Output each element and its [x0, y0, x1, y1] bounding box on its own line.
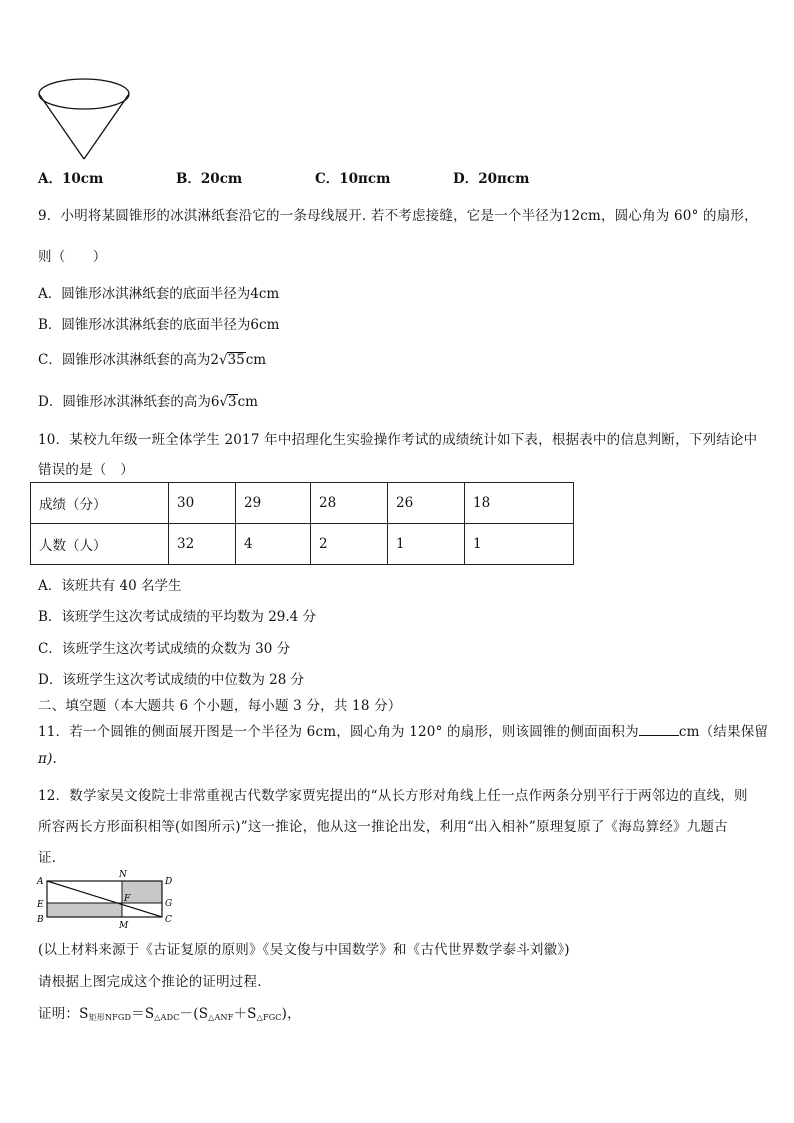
q12-stem-line3: 证． [38, 850, 66, 866]
q12-proof-line [38, 1002, 301, 1023]
q10-option-d: D．该班学生这次考试成绩的中位数为 28 分 [38, 672, 305, 688]
q9-option-d-text: D．圆锥形冰淇淋纸套的高为 [38, 394, 211, 410]
label-g: G [165, 899, 173, 909]
proof-sub-adc: △ADC [154, 1013, 180, 1022]
table-cell: 成绩（分） [31, 483, 169, 524]
label-a: A [37, 877, 44, 887]
q8-option-c: C．10πcm [315, 171, 391, 187]
q12-stem-line1: 12．数学家吴文俊院士非常重视古代数学家贾宪提出的“从长方形对角线上任一点作两条分别平行于两邻边的直线，则 [38, 788, 748, 804]
proof-eq: ＝S [131, 1006, 155, 1022]
table-row [31, 483, 574, 524]
q10-option-b: B．该班学生这次考试成绩的平均数为 29.4 分 [38, 609, 317, 625]
label-d: D [165, 877, 173, 887]
label-f: F [124, 894, 131, 904]
q9-option-d-coef: 6 [210, 394, 220, 410]
q11-text-b: cm（结果保留 [678, 724, 769, 740]
table-cell: 30 [169, 483, 236, 524]
q12-source-note: (以上材料来源于《古证复原的原则》《吴文俊与中国数学》和《古代世界数学泰斗刘徽》) [38, 942, 570, 958]
q9-option-c-radicand: 35 [227, 352, 245, 368]
proof-sub-rect: 矩形NFGD [88, 1013, 132, 1022]
q8-option-a: A．10cm [38, 171, 104, 187]
q10-stem-line2: 错误的是（ ） [38, 462, 134, 478]
rectangle-diagram [34, 870, 180, 930]
q11-stem-line2: π). [38, 751, 58, 767]
q10-stem-line1: 10．某校九年级一班全体学生 2017 年中招理化生实验操作考试的成绩统计如下表，根据表中的信息判断，下列结论中 [38, 432, 758, 448]
q11-stem-line1 [38, 720, 768, 740]
label-n: N [119, 870, 127, 880]
sqrt-sign-icon: √ [219, 394, 229, 410]
shaded-rect-ebmf [47, 903, 122, 917]
q10-option-c: C．该班学生这次考试成绩的众数为 30 分 [38, 641, 291, 657]
q9-option-c-coef: 2 [210, 352, 219, 368]
proof-start: 证明：S [38, 1006, 89, 1022]
table-cell: 28 [311, 483, 388, 524]
q9-stem-line2: 则（ ） [38, 249, 107, 265]
q12-stem-line2: 所容两长方形面积相等(如图所示)”这一推论，他从这一推论出发，利用“出入相补”原理复原了《海岛算经》九题古 [38, 819, 728, 835]
label-e: E [37, 900, 44, 910]
proof-plus: ＋S [233, 1006, 257, 1022]
cone-right-edge [84, 94, 129, 159]
q12-prompt: 请根据上图完成这个推论的证明过程． [38, 974, 271, 990]
score-table [30, 482, 574, 565]
section-heading: 二、填空题（本大题共 6 个小题，每小题 3 分，共 18 分） [38, 698, 402, 714]
table-cell: 人数（人） [31, 524, 169, 565]
q9-stem-line1: 9．小明将某圆锥形的冰淇淋纸套沿它的一条母线展开. 若不考虑接缝，它是一个半径为12cm，圆心角为 60° 的扇形， [38, 208, 758, 224]
label-c: C [165, 915, 172, 925]
table-cell: 18 [465, 483, 574, 524]
proof-sub-anf: △ANF [208, 1013, 234, 1022]
table-cell: 4 [236, 524, 311, 565]
q9-option-c [38, 348, 266, 368]
sqrt-sign-icon: √ [218, 352, 228, 368]
q11-text-a: 11．若一个圆锥的侧面展开图是一个半径为 6cm，圆心角为 120° 的扇形，则该圆锥的侧面面积为 [38, 724, 639, 740]
q9-option-d [38, 390, 258, 410]
proof-sub-fgc: △FGC [256, 1013, 282, 1022]
table-cell: 1 [465, 524, 574, 565]
q9-option-c-text: C．圆锥形冰淇淋纸套的高为 [38, 352, 211, 368]
cone-top-ellipse [39, 79, 129, 109]
table-cell: 2 [311, 524, 388, 565]
table-cell: 29 [236, 483, 311, 524]
proof-minus: －(S [179, 1006, 209, 1022]
q9-option-d-unit: cm [237, 394, 258, 410]
q8-option-b: B．20cm [176, 171, 243, 187]
table-cell: 1 [388, 524, 465, 565]
table-row [31, 524, 574, 565]
q10-option-a: A．该班共有 40 名学生 [38, 578, 182, 594]
answer-blank[interactable] [639, 723, 679, 736]
q9-option-b: B．圆锥形冰淇淋纸套的底面半径为6cm [38, 317, 280, 333]
q9-option-d-radicand: 3 [228, 394, 237, 410]
cone-left-edge [39, 94, 84, 159]
proof-end: )， [281, 1006, 301, 1022]
table-cell: 26 [388, 483, 465, 524]
q9-option-a: A．圆锥形冰淇淋纸套的底面半径为4cm [38, 286, 280, 302]
cone-figure [36, 76, 132, 162]
q8-option-d: D．20πcm [453, 171, 530, 187]
q9-option-c-unit: cm [245, 352, 267, 368]
label-b: B [37, 915, 44, 925]
label-m: M [119, 921, 129, 930]
table-cell: 32 [169, 524, 236, 565]
